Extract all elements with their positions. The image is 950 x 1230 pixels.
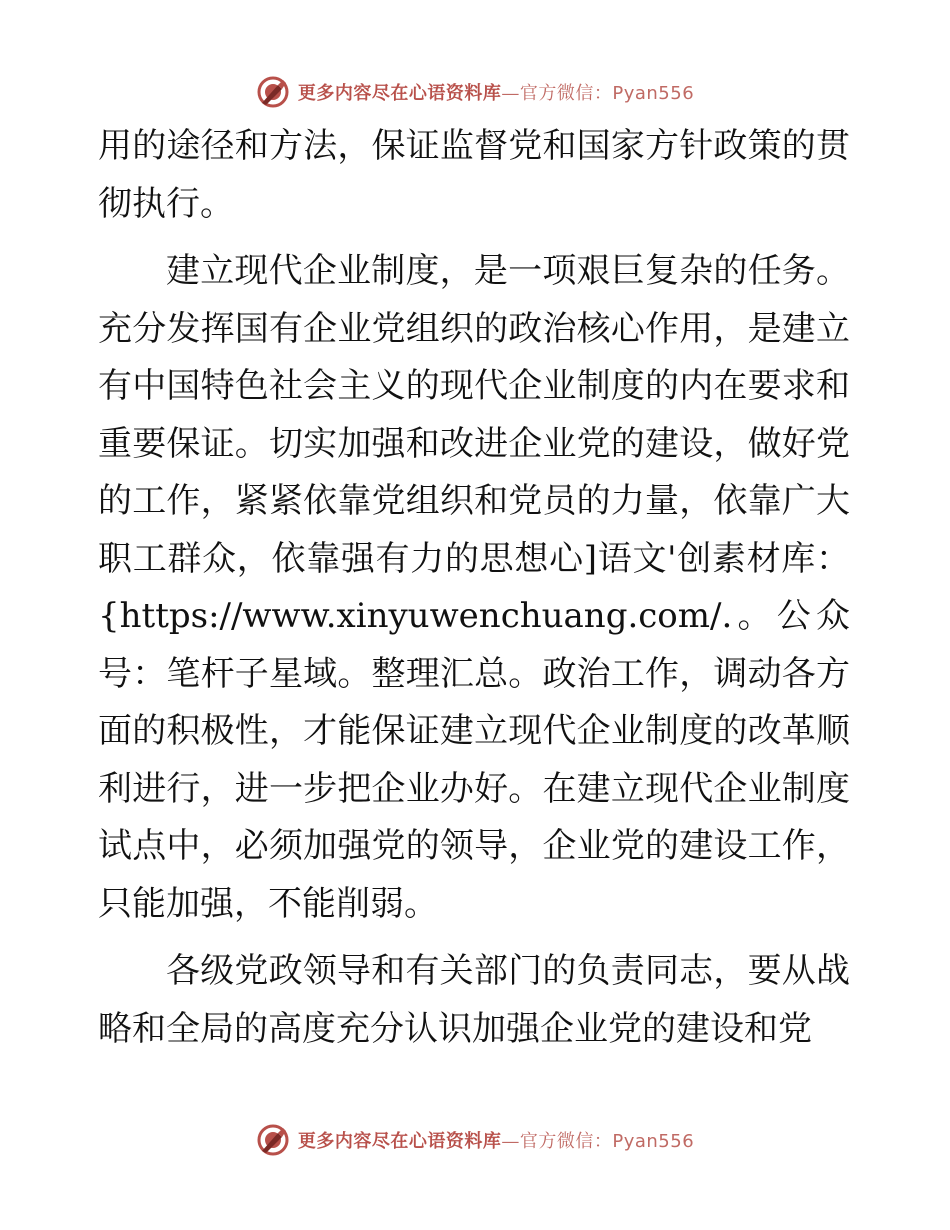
banner-wechat-label: 官方微信： bbox=[519, 83, 613, 104]
banner-wechat-handle: Pyan556 bbox=[612, 83, 695, 104]
banner-dash: — bbox=[501, 83, 520, 104]
banner-site-name: 更多内容尽在心语资料库 bbox=[297, 1131, 502, 1152]
banner-dash: — bbox=[501, 1131, 520, 1152]
banner-site-name: 更多内容尽在心语资料库 bbox=[297, 83, 502, 104]
paragraph-modern-enterprise: 建立现代企业制度，是一项艰巨复杂的任务。充分发挥国有企业党组织的政治核心作用，是建立有中国特色社会主义的现代企业制度的内在要求和重要保证。切实加强和改进企业党的建设，做好党的工作，紧紧依靠党组织和党员的力量，依靠广大职工群众，依靠强有力的思想心]语文'创素材库：{https://www.xinyuwenchuang.com/.。公众号：笔杆子星域。整理汇总。政治工作，调动各方面的积极性，才能保证建立现代企业制度的改革顺利进行，进一步把企业办好。在建立现代企业制度试点中，必须加强党的领导，企业党的建设工作，只能加强，不能削弱。 bbox=[98, 251, 850, 924]
banner-text bbox=[298, 79, 694, 105]
document-body bbox=[98, 118, 850, 1068]
pen-logo-icon bbox=[256, 1123, 290, 1157]
banner-wechat-handle: Pyan556 bbox=[612, 1131, 695, 1152]
footer-watermark-banner bbox=[0, 1120, 950, 1160]
banner-wechat-label: 官方微信： bbox=[519, 1131, 613, 1152]
banner-text bbox=[298, 1127, 694, 1153]
pen-logo-icon bbox=[256, 75, 290, 109]
header-watermark-banner bbox=[0, 72, 950, 112]
paragraph-leadership: 各级党政领导和有关部门的负责同志，要从战略和全局的高度充分认识加强企业党的建设和党 bbox=[98, 951, 850, 1049]
paragraph-continuation: 用的途径和方法，保证监督党和国家方针政策的贯彻执行。 bbox=[98, 126, 850, 224]
